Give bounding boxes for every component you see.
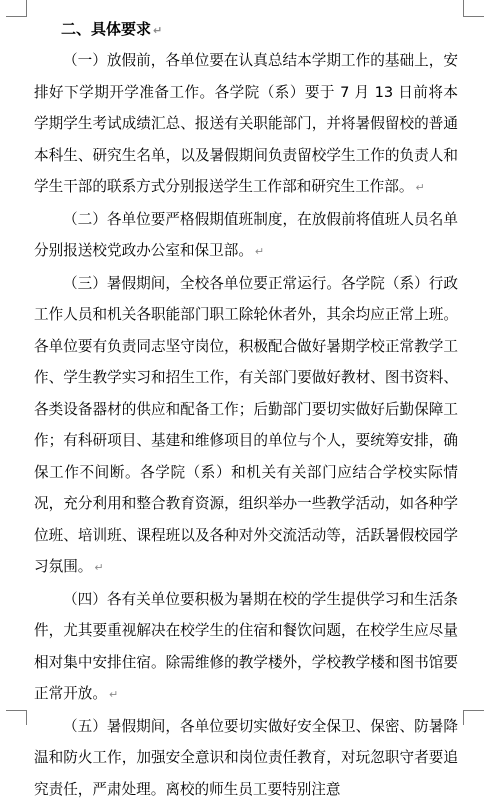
- paragraph: （三）暑假期间，全校各单位要正常运行。各学院（系）行政工作人员和机关各职能部门职工除轮休者外，其余均应正常上班。各单位要有负责同志坚守岗位，积极配合做好暑期学校正常教学工作、学生教学实习和招生工作，有关部门要做好教材、图书资料、各类设备器材的供应和配备工作；后勤部门要切实做好后勤保障工作；有科研项目、基建和维修项目的单位与个人，要统筹安排，确保工作不间断。各学院（系）和机关有关部门应结合学校实际情况，充分利用和整合教育资源，组织举办一些教学活动，如各种学位班、培训班、课程班以及各种对外交流活动等，活跃暑假校园学习氛围。 ↵: [34, 268, 458, 584]
- corner-crop-mark: [6, 0, 27, 17]
- paragraph-mark-icon: ↵: [255, 245, 264, 258]
- document-body[interactable]: [34, 14, 458, 805]
- paragraph-mark-icon: ↵: [415, 181, 424, 194]
- paragraph: （五）暑假期间，各单位要切实做好安全保卫、保密、防暑降温和防火工作，加强安全意识和岗位责任教育，对玩忽职守者要追究责任，严肃处理。离校的师生员工要特别注意: [34, 711, 458, 805]
- section-heading: 二、具体要求 ↵: [34, 14, 458, 45]
- paragraph: （四）各有关单位要积极为暑期在校的学生提供学习和生活条件，尤其要重视解决在校学生的住宿和餐饮问题，在校学生应尽量相对集中安排住宿。除需维修的教学楼外，学校教学楼和图书馆要正常开放。 ↵: [34, 584, 458, 711]
- paragraph: （一）放假前，各单位要在认真总结本学期工作的基础上，安排好下学期开学准备工作。各学院（系）要于 7 月 13 日前将本学期学生考试成绩汇总、报送有关职能部门，并将暑假留校的普通本科生、研究生名单，以及暑假期间负责留校学生工作的负责人和学生干部的联系方式分别报送学生工作部和研究生工作部。 ↵: [34, 45, 458, 204]
- paragraph-mark-icon: ↵: [153, 24, 162, 37]
- paragraph-mark-icon: ↵: [94, 561, 103, 574]
- corner-crop-mark: [463, 0, 484, 17]
- paragraph: （二）各单位要严格假期值班制度，在放假前将值班人员名单分别报送校党政办公室和保卫部。 ↵: [34, 204, 458, 268]
- paragraph-mark-icon: ↵: [109, 688, 118, 701]
